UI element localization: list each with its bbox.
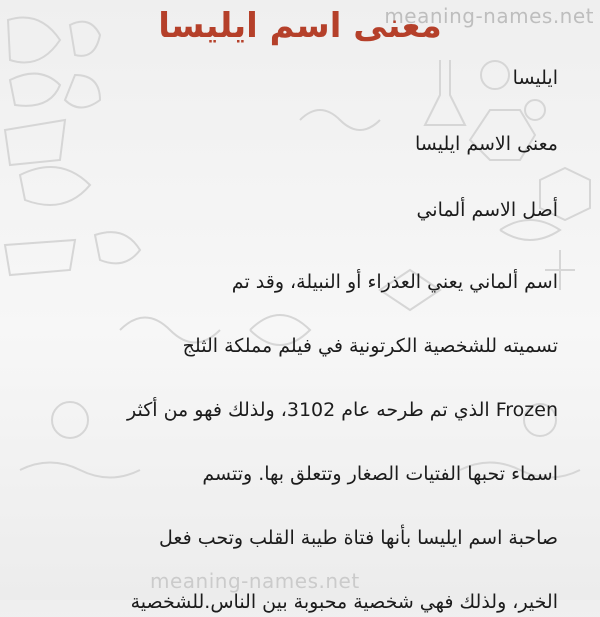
body-line: Frozen الذي تم طرحه عام 3102، ولذلك فهو من أكثر	[127, 399, 558, 421]
body-line: اسم ألماني يعني العذراء أو النبيلة، وقد تم	[231, 271, 558, 293]
body-line: تسميته للشخصية الكرتونية في فيلم مملكة الثلج	[182, 335, 558, 357]
origin-line: أصل الاسم ألماني	[416, 199, 558, 221]
name-heading: ايليسا	[512, 67, 558, 89]
site-watermark: meaning-names.net	[384, 4, 594, 28]
body-line: الخير، ولذلك فهي شخصية محبوبة بين الناس.للشخصية	[130, 591, 558, 613]
article-body	[38, 63, 558, 617]
body-line: صاحبة اسم ايليسا بأنها فتاة طيبة القلب وتحب فعل	[159, 527, 558, 549]
page-title: معنى اسم ايليسا	[158, 6, 442, 46]
site-watermark-bottom: meaning-names.net	[150, 569, 360, 593]
body-line: اسماء تحبها الفتيات الصغار وتتعلق بها. وتتسم	[202, 463, 558, 485]
meaning-heading: معنى الاسم ايليسا	[414, 133, 558, 155]
